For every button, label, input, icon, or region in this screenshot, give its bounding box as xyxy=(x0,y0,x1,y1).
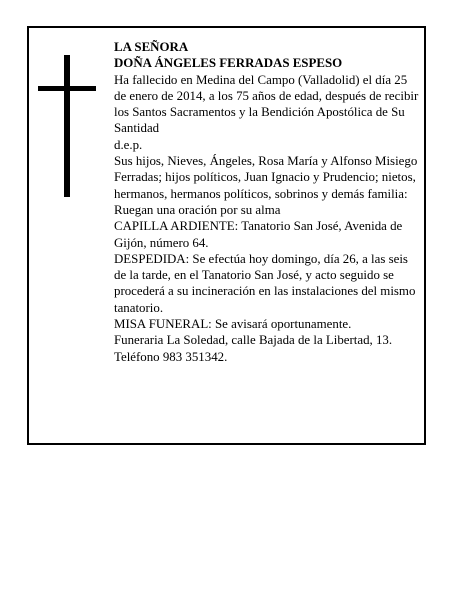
deceased-name: DOÑA ÁNGELES FERRADAS ESPESO xyxy=(114,56,343,71)
funeral-home-info: Funeraria La Soledad, calle Bajada de la Libertad, 13. Teléfono 983 351342. xyxy=(114,333,393,364)
chapel-info: CAPILLA ARDIENTE: Tanatorio San José, Avenida de Gijón, número 64. xyxy=(114,219,403,250)
obituary-text xyxy=(114,39,422,365)
dep-abbreviation: d.e.p. xyxy=(114,137,143,152)
death-announcement: Ha fallecido en Medina del Campo (Valladolid) el día 25 de enero de 2014, a los 75 años de edad, después de recibir los Santos Sacramentos y la Bendición Apostólica de Su Santidad xyxy=(114,72,419,136)
prayer-request: Ruegan una oración por su alma xyxy=(114,202,281,217)
funeral-mass-info: MISA FUNERAL: Se avisará oportunamente. xyxy=(114,317,352,332)
notice-title: LA SEÑORA xyxy=(114,40,189,54)
cross-horizontal-bar xyxy=(38,86,96,91)
cross-vertical-bar xyxy=(64,55,70,197)
family-members: Sus hijos, Nieves, Ángeles, Rosa María y Alfonso Misiego Ferradas; hijos políticos, Juan Ignacio y Prudencio; nietos, hermanos, hermanos políticos, sobrinos y demás familia: xyxy=(114,154,418,201)
cross-icon xyxy=(38,55,96,197)
farewell-info: DESPEDIDA: Se efectúa hoy domingo, día 26, a las seis de la tarde, en el Tanatorio San José, y acto seguido se procederá a su incineración en las instalaciones del mismo tanatorio. xyxy=(114,251,416,315)
